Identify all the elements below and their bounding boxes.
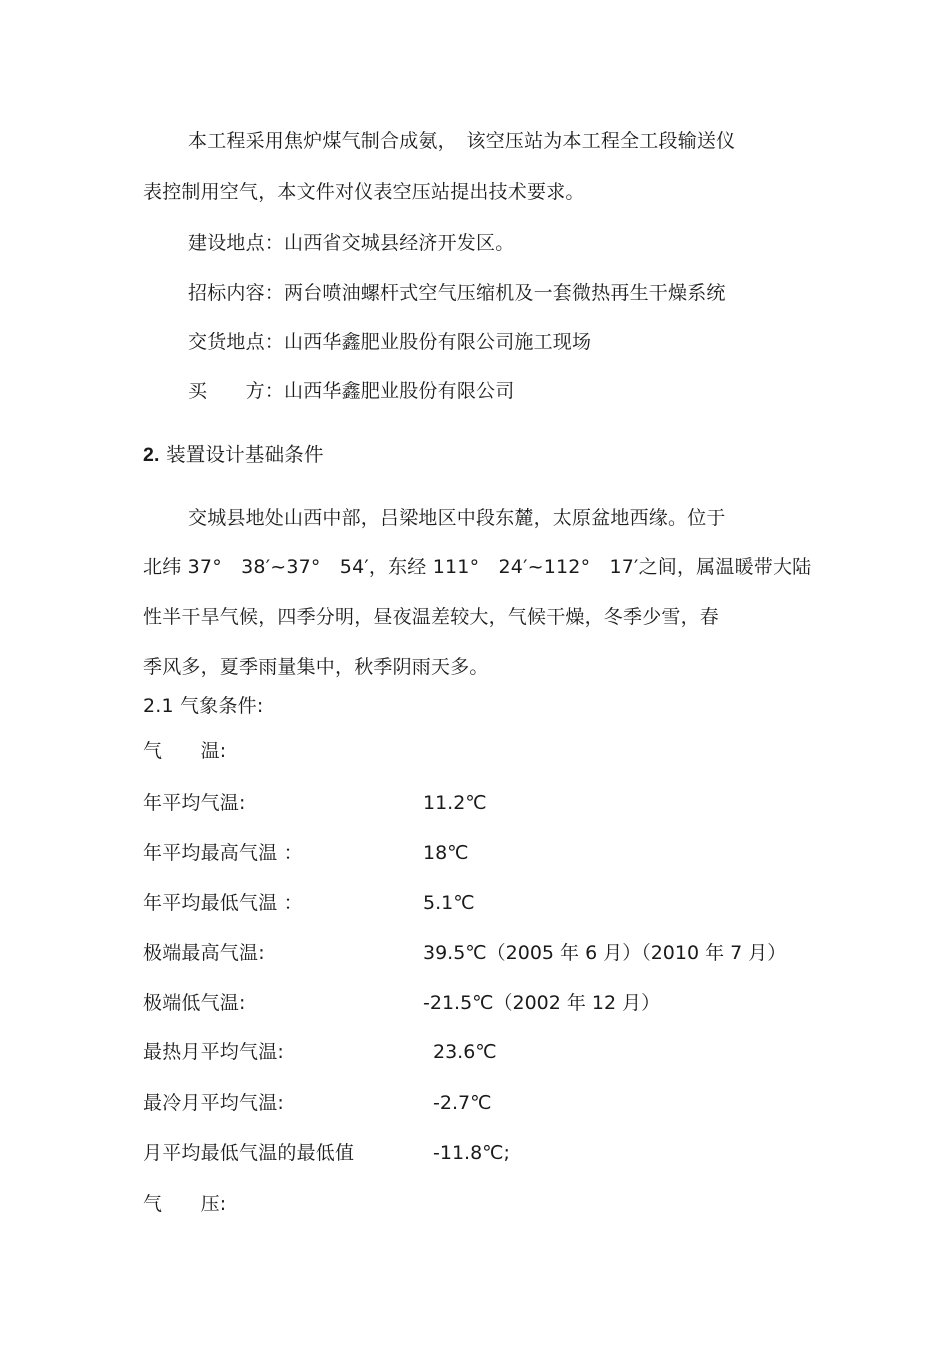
temp-row-label: 极端最高气温: — [143, 942, 265, 964]
temp-row-label: 年平均最高气温 ： — [143, 842, 303, 864]
section-2-paragraph-line-1: 交城县地处山西中部，吕梁地区中段东麓，太原盆地西缘。位于 — [188, 507, 726, 529]
section-2-paragraph-line-3: 性半干旱气候，四季分明，昼夜温差较大，气候干燥，冬季少雪，春 — [143, 606, 720, 628]
temp-row-value: -11.8℃; — [433, 1142, 510, 1164]
temp-row-label: 极端低气温: — [143, 992, 246, 1014]
temp-row-label: 月平均最低气温的最低值 — [143, 1142, 355, 1164]
temp-row-value: 39.5℃（2005 年 6 月）（2010 年 7 月） — [423, 942, 787, 964]
section-2-heading — [143, 443, 324, 467]
intro-paragraph-line-1: 本工程采用焦炉煤气制合成氨， 该空压站为本工程全工段输送仪 — [188, 130, 736, 152]
section-2-number: 2. — [143, 444, 160, 466]
temp-row-label: 最热月平均气温: — [143, 1041, 285, 1063]
temp-row-value: -21.5℃（2002 年 12 月） — [423, 992, 661, 1014]
section-2-paragraph-line-2: 北纬 37° 38′~37° 54′，东经 111° 24′~112° 17′之间，属温暖带大陆 — [143, 556, 812, 578]
tender-content-line: 招标内容：两台喷油螺杆式空气压缩机及一套微热再生干燥系统 — [188, 282, 726, 304]
buyer-value: 山西华鑫肥业股份有限公司 — [284, 380, 515, 402]
temperature-label: 气 温: — [143, 740, 227, 762]
temp-row-value: 5.1℃ — [423, 892, 475, 914]
construction-site-line: 建设地点：山西省交城县经济开发区。 — [188, 232, 515, 254]
temp-row-label: 最冷月平均气温: — [143, 1092, 285, 1114]
temp-row-value: 11.2℃ — [423, 792, 487, 814]
temp-row-label: 年平均气温: — [143, 792, 246, 814]
temp-row-value: 23.6℃ — [433, 1041, 497, 1063]
section-2-title: 装置设计基础条件 — [166, 443, 324, 466]
section-2-paragraph-line-4: 季风多，夏季雨量集中，秋季阴雨天多。 — [143, 656, 489, 678]
temp-row-value: -2.7℃ — [433, 1092, 492, 1114]
section-2-1-heading: 2.1 气象条件: — [143, 695, 264, 717]
delivery-location-line: 交货地点：山西华鑫肥业股份有限公司施工现场 — [188, 331, 592, 353]
temp-row-value: 18℃ — [423, 842, 469, 864]
temp-row-label: 年平均最低气温 ： — [143, 892, 303, 914]
buyer-label: 买 方： — [188, 380, 285, 402]
pressure-label: 气 压: — [143, 1193, 227, 1215]
buyer-line — [188, 379, 514, 403]
intro-paragraph-line-2: 表控制用空气，本文件对仪表空压站提出技术要求。 — [143, 181, 585, 203]
